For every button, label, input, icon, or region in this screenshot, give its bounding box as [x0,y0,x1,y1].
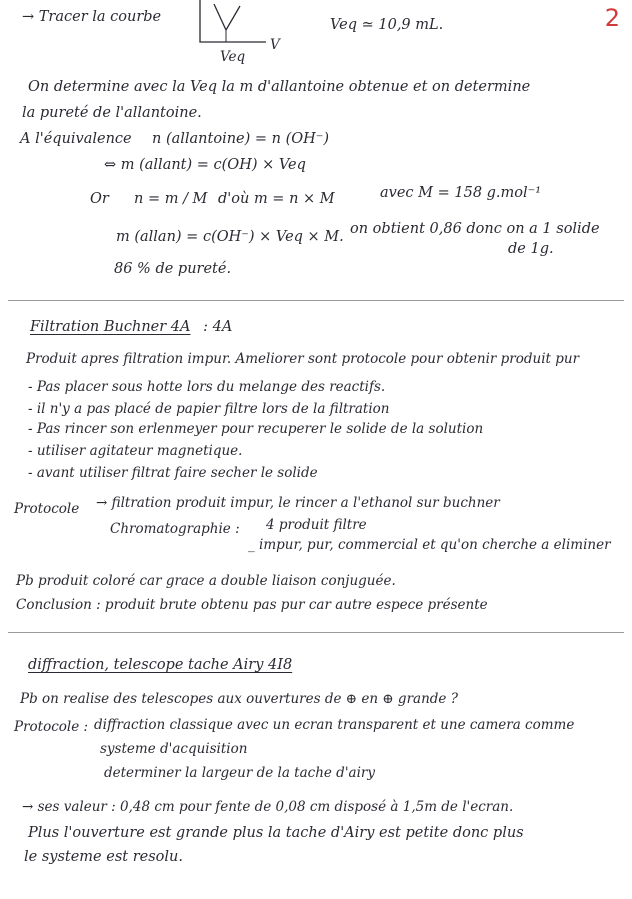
or-label: Or [90,191,109,207]
veq-value: Veq ≃ 10,9 mL. [330,17,444,33]
text-line: Produit apres filtration impur. Ameliorer sont protocole pour obtenir produit pur [26,351,580,367]
chromatography-label: Chromatographie : [110,521,240,537]
trace-curve-line: → Tracer la courbe [22,9,162,25]
m-formula: d'où m = n × M [218,191,335,207]
purity-result: 86 % de pureté. [114,261,232,277]
section-title-text: Filtration Buchner 4A [30,319,191,335]
section-title [28,656,292,674]
conclusion-line: Conclusion : produit brute obtenu pas pur car autre espece présente [16,597,488,613]
result-line: → ses valeur : 0,48 cm pour fente de 0,08 cm disposé à 1,5m de l'ecran. [22,799,514,815]
bullet-item: - utiliser agitateur magnetique. [28,443,243,459]
section-divider [8,632,624,633]
section-title [30,318,232,336]
chromatography-detail: 4 produit filtre [266,517,367,533]
bullet-item: - il n'y a pas placé de papier filtre lors de la filtration [28,401,390,417]
protocol-step: → filtration produit impur, le rincer a l'ethanol sur buchner [96,495,500,511]
page-number: 2 [604,4,620,32]
protocol-step: determiner la largeur de la tache d'airy [104,765,375,781]
bullet-item: - Pas rincer son erlenmeyer pour recuperer le solide de la solution [28,421,484,437]
chromatography-detail: _ impur, pur, commercial et qu'on cherche a eliminer [248,537,611,553]
conclusion-line: le systeme est resolu. [24,849,183,865]
conclusion-line: Plus l'ouverture est grande plus la tache d'Airy est petite donc plus [28,825,524,841]
result-line-cont: de 1g. [508,241,554,257]
bullet-item: - avant utiliser filtrat faire secher le solide [28,465,318,481]
equivalence-label: A l'équivalence [20,131,132,147]
problem-line: Pb produit coloré car grace a double liaison conjuguée. [16,573,396,589]
section-divider [8,300,624,301]
protocol-label: Protocole : [14,719,89,735]
n-formula: n = m / M [134,191,208,207]
protocol-step: systeme d'acquisition [100,741,248,757]
text-line: la pureté de l'allantoine. [22,105,202,121]
graph-x-label: V [270,37,280,53]
mass-calc: m (allan) = c(OH⁻) × Veq × M. [116,229,344,245]
text-line: On determine avec la Veq la m d'allantoine obtenue et on determine [28,79,531,95]
section-title-suffix: : 4A [203,319,233,335]
protocol-label: Protocole [14,501,80,517]
section-title-text: diffraction, telescope tache Airy 4I8 [28,657,293,673]
molar-mass: avec M = 158 g.mol⁻¹ [380,185,542,201]
problem-line: Pb on realise des telescopes aux ouvertures de ⊕ en ⊕ grande ? [20,691,458,707]
bullet-item: - Pas placer sous hotte lors du melange des reactifs. [28,379,386,395]
protocol-step: diffraction classique avec un ecran transparent et une camera comme [94,717,575,733]
equivalence-relation: n (allantoine) = n (OH⁻) [152,131,330,147]
mass-relation: ⇔ m (allant) = c(OH) × Veq [104,157,306,173]
result-line: on obtient 0,86 donc on a 1 solide [350,221,600,237]
graph-veq-label: Veq [220,49,246,65]
